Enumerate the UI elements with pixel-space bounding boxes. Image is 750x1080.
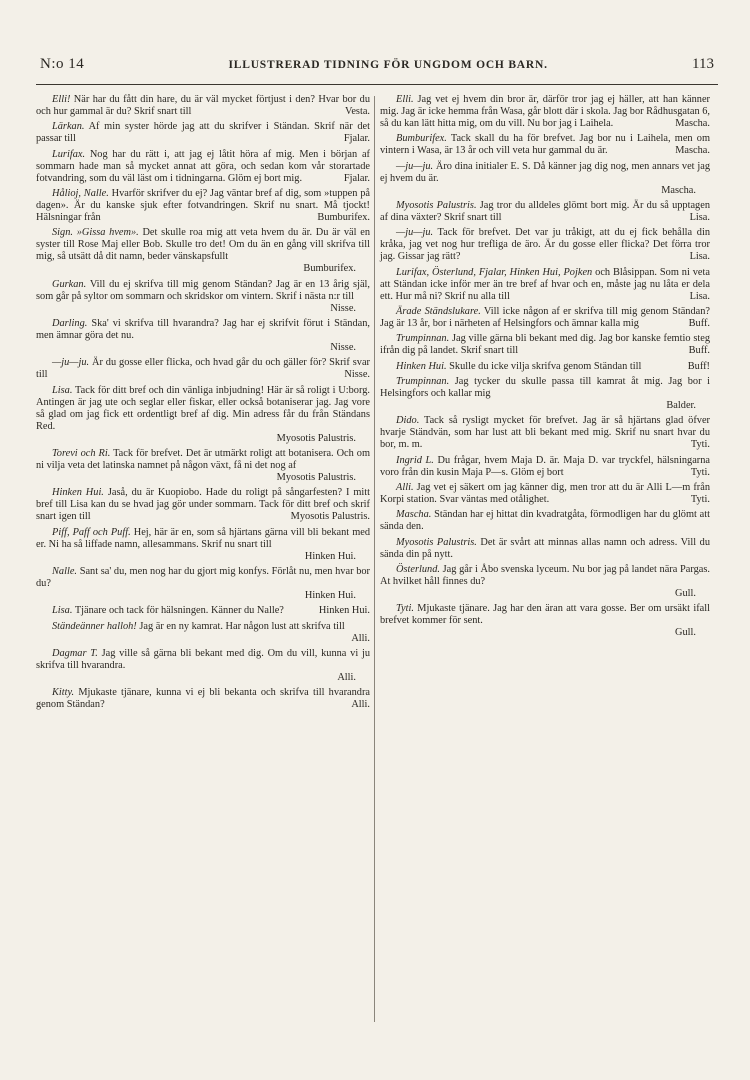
letter-entry xyxy=(380,603,710,639)
recipient-name: Lärkan. xyxy=(52,121,85,133)
signature: Lisa. xyxy=(689,212,710,224)
recipient-name: Ärade Ständslukare. xyxy=(396,306,481,318)
signature: Lisa. xyxy=(689,290,710,302)
letter-entry xyxy=(380,133,710,157)
signature: Lisa. xyxy=(689,251,710,263)
letter-entry xyxy=(36,357,370,381)
recipient-name: —ju—ju. xyxy=(52,357,90,369)
signature: Tyti. xyxy=(690,494,710,506)
letter-entry xyxy=(36,121,370,145)
letter-body: Det är svårt att minnas allas namn och adress. Vill du sända din på nytt. xyxy=(380,536,710,560)
letter-body: Jag ville så gärna bli bekant med dig. Om du vill, kunna vi ju skrifva till hvarandra. xyxy=(36,648,370,672)
letter-body: Jag är en ny kamrat. Har någon lust att skrifva till xyxy=(136,620,345,632)
issue-number: N:o 14 xyxy=(40,56,85,72)
letter-entry xyxy=(36,94,370,118)
signature: Gull. xyxy=(675,627,696,639)
letter-text xyxy=(380,133,710,157)
recipient-name: Trumpinnan. xyxy=(396,376,450,387)
letter-body: Af min syster hörde jag att du skrifver i Ständan. Skrif när det passar till xyxy=(36,121,370,145)
letter-text xyxy=(380,564,710,588)
signature: Hinken Hui. xyxy=(318,605,370,617)
signature: Alli. xyxy=(351,632,370,644)
letter-text xyxy=(36,448,370,472)
letter-text xyxy=(380,482,710,506)
signature: Myosotis Palustris. xyxy=(276,432,356,444)
letter-entry xyxy=(36,149,370,185)
letter-entry xyxy=(380,361,710,373)
letter-body: Mjukaste tjänare, kunna vi ej bli bekanta och skrifva till hvarandra genom Ständan? xyxy=(36,687,370,711)
signature: Bumburifex. xyxy=(317,212,370,224)
recipient-name: Dagmar T. xyxy=(52,648,98,660)
letter-entry xyxy=(380,482,710,506)
letter-body: Tjänare och tack för hälsningen. Känner du Nalle? xyxy=(72,605,284,617)
letter-text xyxy=(380,537,710,561)
letter-body: Är du gosse eller flicka, och hvad går du och gäller för? Skrif svar till xyxy=(36,357,370,381)
letter-entry xyxy=(36,527,370,563)
letter-entry xyxy=(36,188,370,224)
letter-body: Det skulle roa mig att veta hvem du är. Du är väl en syster till Rose Maj eller Bob. Skulle tro det! Om du än en gång vill skrifva till mig, så utsätt då dit namn, beder vänskapsfullt xyxy=(36,227,371,263)
letter-text xyxy=(36,687,370,711)
recipient-name: Sign. »Gissa hvem». xyxy=(52,227,139,239)
letter-body: Jag går i Åbo svenska lyceum. Nu bor jag på landet nära Pargas. At hvilket håll finnes du? xyxy=(380,564,710,588)
recipient-name: —ju—ju. xyxy=(396,160,434,172)
recipient-name: Nalle. xyxy=(52,566,77,578)
recipient-name: Myosotis Palustris. xyxy=(396,200,477,212)
letter-body: Sant sa' du, men nog har du gjort mig konfys. Förlåt nu, men hvar bor du? xyxy=(36,566,370,590)
letter-entry xyxy=(380,200,710,224)
signature: Mascha. xyxy=(675,118,710,130)
signature: Fjalar. xyxy=(343,172,370,184)
letter-text xyxy=(380,94,710,130)
signature: Tyti. xyxy=(690,439,710,451)
letter-text xyxy=(36,318,370,342)
letter-text xyxy=(380,361,710,373)
right-column xyxy=(380,94,710,643)
recipient-name: Elli. xyxy=(396,94,414,105)
recipient-name: Hinken Hui. xyxy=(396,360,447,372)
recipient-name: Myosotis Palustris. xyxy=(396,536,477,548)
signature: Fjalar. xyxy=(343,133,370,145)
letter-text xyxy=(380,455,710,479)
letter-body: Jag tror du alldeles glömt bort mig. Är du så upptagen af dina växter? Skrif snart till xyxy=(380,200,710,224)
letter-text xyxy=(380,161,710,185)
page-header xyxy=(40,56,714,82)
letter-body: Skulle du icke vilja skrifva genom Ständan till xyxy=(446,360,642,372)
letter-entry xyxy=(380,306,710,330)
letter-body: Vill icke någon af er skrifva till mig genom Ständan? Jag är 13 år, bor i närheten af Helsingfors och ämnar kalla mig xyxy=(380,306,710,330)
recipient-name: Hinken Hui. xyxy=(52,487,104,499)
recipient-name: Gurkan. xyxy=(52,278,87,290)
letter-text xyxy=(36,149,370,185)
letter-entry xyxy=(380,161,710,197)
recipient-name: —ju—ju. xyxy=(396,227,434,239)
signature: Bumburifex. xyxy=(303,263,356,275)
letter-text xyxy=(380,509,710,533)
recipient-name: Kitty. xyxy=(52,687,75,699)
recipient-name: Darling. xyxy=(52,318,88,330)
signature: Mascha. xyxy=(675,145,710,157)
letter-body: Du frågar, hvem Maja D. är. Maja D. var tryckfel, hälsningarna voro från din kusin Maja P—s. Glöm ej bort xyxy=(380,454,710,478)
letter-entry xyxy=(36,448,370,484)
signature: Myosotis Palustris. xyxy=(276,472,356,484)
letter-body: Tack för brefvet. Det var ju tråkigt, att du ej fick behålla din kråka, jag vet nog hur trefliga de äro. Är du gosse eller flicka? Det förra tror jag. Gissar jag rätt? xyxy=(380,227,710,263)
letter-text xyxy=(380,200,710,224)
signature: Balder. xyxy=(666,400,696,412)
letter-entry xyxy=(380,333,710,357)
signature: Hinken Hui. xyxy=(304,590,356,602)
letter-text xyxy=(380,376,710,400)
signature: Nisse. xyxy=(344,369,370,381)
letter-text xyxy=(36,227,370,263)
letter-entry xyxy=(380,415,710,451)
signature: Mascha. xyxy=(661,184,696,196)
recipient-name: Trumpinnan. xyxy=(396,333,450,345)
letter-body: Äro dina initialer E. S. Då känner jag dig nog, men annars vet jag ej hvem du är. xyxy=(380,160,710,184)
letter-entry xyxy=(380,267,710,303)
recipient-name: Torevi och Ri. xyxy=(52,448,111,460)
letter-body: och Blåsippan. Som ni veta att Ständan icke inför mer än tre bref af hvar och en, måste jag nu låta er dela ett. Hur må ni? Skrif nu alla till xyxy=(380,266,710,302)
letter-text xyxy=(36,527,370,551)
letter-text xyxy=(380,333,710,357)
letter-body: Tack så rysligt mycket för brefvet. Jag är så hjärtans glad öfver hvarje Ständvän, som har lust att bli bekant med mig. Skrif nu snart hvar du bor, m. m. xyxy=(380,415,710,451)
letter-body: Jag ville gärna bli bekant med dig. Jag bor kanske femtio steg ifrån dig på landet. Skrif snart till xyxy=(380,333,710,357)
letter-body: Vill du ej skrifva till mig genom Ständan? Jag är en 13 årig själ, som går på syltor om sommarn och skridskor om vintern. Skrif i nästa n:r till xyxy=(36,278,370,302)
recipient-name: Ständeänner halloh! xyxy=(52,620,137,632)
letter-body: Ständan har ej hittat din kvadratgåta, förmodligen har du glömt att sända den. xyxy=(380,509,710,533)
letter-body: Ska' vi skrifva till hvarandra? Jag har ej skrifvit förut i Ständan, men ämnar göra det nu. xyxy=(36,318,370,342)
letter-entry xyxy=(380,376,710,412)
recipient-name: Lurifax. xyxy=(52,148,86,160)
letter-text xyxy=(36,279,370,303)
signature: Nisse. xyxy=(330,302,356,314)
letter-text xyxy=(380,306,710,330)
signature: Tyti. xyxy=(690,466,710,478)
recipient-name: Lurifax, Österlund, Fjalar, Hinken Hui, Pojken xyxy=(396,266,593,278)
signature: Buff. xyxy=(688,318,710,330)
letter-body: Hej, här är en, som så hjärtans gärna vill bli bekant med er. Ni ha så liffade namn, allesammans. Skrif nu snart till xyxy=(36,526,371,550)
letter-body: Tack för brefvet. Det är utmärkt roligt att botanisera. Och om ni vilja veta det latinska namnet på någon växt, få ni det nog af xyxy=(36,448,371,472)
letter-entry xyxy=(36,605,370,617)
letter-text xyxy=(36,621,370,645)
letter-entry xyxy=(36,487,370,523)
recipient-name: Hålioj, Nalle. xyxy=(52,188,109,199)
letter-text xyxy=(36,487,370,523)
letter-entry xyxy=(380,564,710,600)
letter-entry xyxy=(36,566,370,602)
letter-body: Jag vet ej säkert om jag känner dig, men tror att du är Alli L—m från Korpi station. Svar väntas med otålighet. xyxy=(380,482,710,506)
recipient-name: Lisa. xyxy=(52,605,73,617)
letter-entry xyxy=(380,227,710,263)
letter-entry xyxy=(36,227,370,275)
letter-body: Nog har du rätt i, att jag ej låtit höra af mig. Men i början af sommarn hade man så mycket annat att göra, och sedan kom vår storartade fotvandring, som du väl läst om i tidningarna. Glöm ej bort mig. xyxy=(36,148,370,184)
recipient-name: Ingrid L. xyxy=(396,454,434,466)
signature: Myosotis Palustris. xyxy=(290,511,370,523)
letter-body: Tack skall du ha för brefvet. Jag bor nu i Laihela, men om vintern i Wasa, är 13 år och vill veta hur gammal du är. xyxy=(380,133,710,157)
header-rule xyxy=(36,84,718,85)
letter-entry xyxy=(36,279,370,315)
page-number: 113 xyxy=(692,56,714,72)
column-divider xyxy=(374,96,375,1022)
letter-entry xyxy=(380,455,710,479)
letter-text xyxy=(36,605,370,617)
recipient-name: Piff, Paff och Puff. xyxy=(52,526,131,538)
letter-text xyxy=(380,267,710,303)
left-column xyxy=(36,94,370,715)
recipient-name: Mascha. xyxy=(396,509,432,521)
recipient-name: Tyti. xyxy=(396,603,414,615)
letter-text xyxy=(36,121,370,145)
letter-entry xyxy=(380,537,710,561)
recipient-name: Elli! xyxy=(52,94,71,105)
letter-body: Tack för ditt bref och din vänliga inbjudning! Här är så roligt i U:borg. Antingen är jag ute och seglar eller fiskar, eller också botaniserar jag. Jag vore så glad om jag fick ett ordentligt bref af dig. Min adress får du från Ständans Red. xyxy=(36,384,370,432)
letter-text xyxy=(36,357,370,381)
letter-text xyxy=(36,648,370,672)
letter-text xyxy=(36,566,370,590)
letter-body: Hvarför skrifver du ej? Jag väntar bref af dig, som »tuppen på dagen». Är du kanske sjuk efter fotvandringen. Skrif nu snart. Må tjockt! Hälsningar från xyxy=(36,188,370,224)
letter-body: Mjukaste tjänare. Jag har den äran att vara gosse. Ber om ursäkt ifall brefvet kommer för sent. xyxy=(380,603,710,627)
signature: Gull. xyxy=(675,588,696,600)
letter-entry xyxy=(36,621,370,645)
letter-text xyxy=(380,415,710,451)
publication-title: ILLUSTRERAD TIDNING FÖR UNGDOM OCH BARN. xyxy=(228,59,548,71)
letter-body: Jag tycker du skulle passa till kamrat åt mig. Jag bor i Helsingfors och kallar mig xyxy=(380,376,710,400)
recipient-name: Dido. xyxy=(396,415,420,427)
letter-text xyxy=(36,188,370,224)
letter-entry xyxy=(380,94,710,130)
recipient-name: Österlund. xyxy=(396,564,440,575)
signature: Buff! xyxy=(687,360,710,372)
recipient-name: Bumburifex. xyxy=(396,133,447,145)
signature: Alli. xyxy=(351,699,370,711)
letter-body: Jag vet ej hvem din bror är, därför tror jag ej häller, att han känner mig. Jag är icke hemma från Wasa, går blott där i skola. Jag bor Rådhusgatan 6, så du kan lätt hitta mig, om du vill. Nu bor jag i Laihela. xyxy=(380,94,710,130)
signature: Vesta. xyxy=(345,106,370,118)
letter-text xyxy=(36,385,370,433)
signature: Buff. xyxy=(688,345,710,357)
letter-entry xyxy=(36,385,370,445)
letter-text xyxy=(380,603,710,627)
letter-entry xyxy=(380,509,710,533)
signature: Alli. xyxy=(337,672,356,684)
recipient-name: Lisa. xyxy=(52,384,73,396)
letter-entry xyxy=(36,648,370,684)
letter-text xyxy=(36,94,370,118)
letter-entry xyxy=(36,687,370,711)
letter-body: När har du fått din hare, du är väl mycket förtjust i den? Hvar bor du och hur gammal är du? Skrif snart till xyxy=(36,94,370,118)
letter-body: Jaså, du är Kuopiobo. Hade du roligt på sångarfesten? I mitt bref till Lisa kan du se hvad jag gör under sommarn. Tack för ditt bref och skrif snart igen till xyxy=(36,487,370,523)
recipient-name: Alli. xyxy=(396,482,414,494)
letter-entry xyxy=(36,318,370,354)
letter-text xyxy=(380,227,710,263)
signature: Nisse. xyxy=(330,342,356,354)
signature: Hinken Hui. xyxy=(304,550,356,562)
